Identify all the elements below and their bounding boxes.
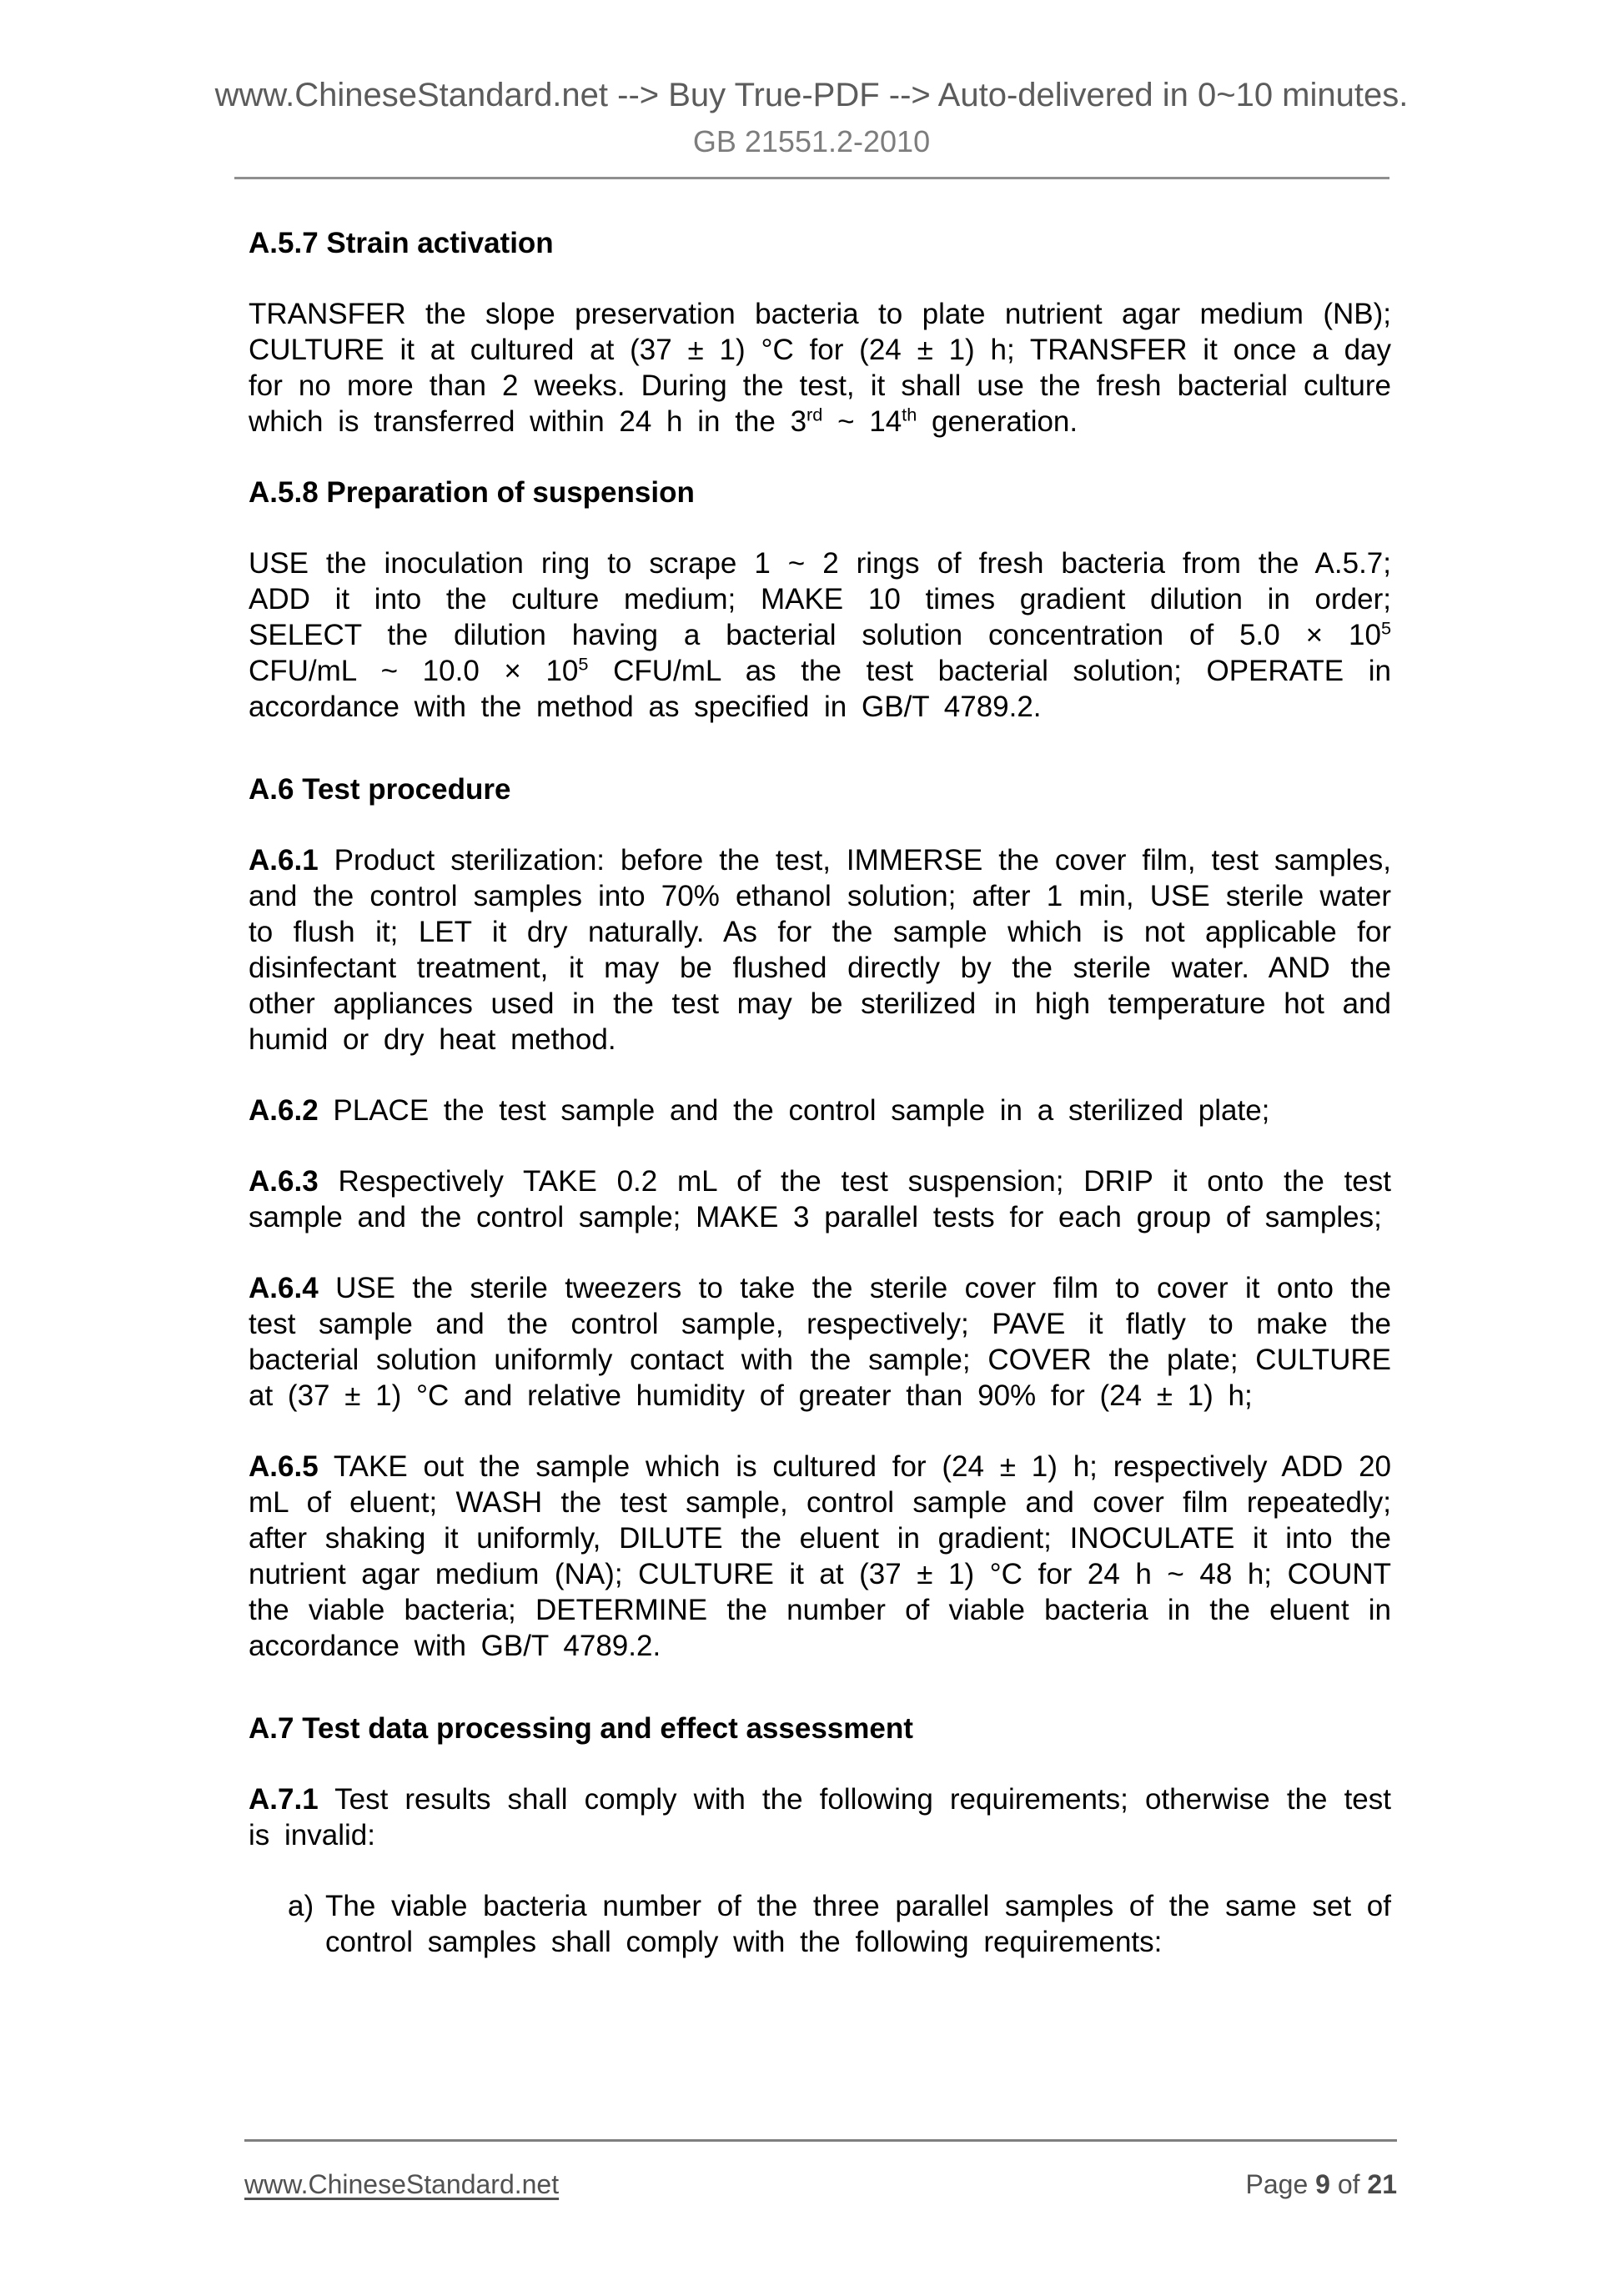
clause-number: A.6.3 [249,1165,319,1198]
clause-text: Product sterilization: before the test, IMMERSE the cover film, test samples, and the control samples into 70% ethanol solution; after 1 min, USE sterile water to flush it; LET it dry naturally. As for the sample which is not applicable for disinfectant treatment, it may be flushed directly by the sterile water. AND the other appliances used in the test may be sterilized in high temperature hot and humid or dry heat method. [249,844,1391,1056]
clause-paragraph [249,1270,1391,1414]
clause-text: Respectively TAKE 0.2 mL of the test suspension; DRIP it onto the test sample and the control sample; MAKE 3 parallel tests for each group of samples; [249,1165,1391,1233]
section-heading: A.7 Test data processing and effect assessment [249,1712,913,1745]
list-item [249,1888,1391,1960]
of-word: of [1337,2169,1360,2199]
page-indicator [1246,2169,1397,2200]
clause-paragraph [249,1093,1391,1128]
clause-paragraph [249,545,1391,725]
clause-number: A.6.5 [249,1450,319,1483]
section-heading: A.5.8 Preparation of suspension [249,476,695,509]
total-pages: 21 [1367,2169,1397,2199]
clause-text: TRANSFER the slope preservation bacteria to plate nutrient agar medium (NB); CULTURE it at cultured at (37 ± 1) °C for (24 ± 1) h; TRANSFER it once a day for no more than 2 weeks. During the test, it shall use the fresh bacterial culture which is transferred within 24 h in the 3rd ~ 14th generation. [249,298,1391,438]
page-header [0,0,1623,179]
clause-paragraph [249,1781,1391,1853]
header-divider [234,177,1389,179]
site-link[interactable]: www.ChineseStandard.net [244,2169,560,2199]
clause-number: A.7.1 [249,1783,319,1816]
clause-number: A.6.4 [249,1272,319,1304]
footer-divider [244,2139,1397,2142]
clause-text: USE the sterile tweezers to take the sterile cover film to cover it onto the test sample and the control sample, respectively; PAVE it flatly to make the bacterial solution uniformly contact with the sample; COVER the plate; CULTURE at (37 ± 1) °C and relative humidity of greater than 90% for (24 ± 1) h; [249,1272,1391,1412]
clause-paragraph [249,1449,1391,1664]
clause-number: A.6.2 [249,1094,319,1127]
clause-text: USE the inoculation ring to scrape 1 ~ 2 rings of fresh bacteria from the A.5.7; ADD it into the culture medium; MAKE 10 times gradient dilution in order; SELECT the dilution having a bacterial solution concentration of $5.0 \times 10^5$ CFU/mL ~ $10.0 \times 10^5$ CFU/mL as the test bacterial solution; OPERATE in accordance with the method as specified in GB/T 4789.2. [249,547,1392,723]
list-text: The viable bacteria number of the three parallel samples of the same set of control samples shall comply with the following requirements: [325,1890,1391,1958]
header-tagline: www.ChineseStandard.net --> Buy True-PDF --> Auto-delivered in 0~10 minutes. [214,77,1409,113]
footer-row [244,2169,1397,2200]
list-marker: a) [288,1890,314,1922]
clause-text: Test results shall comply with the following requirements; otherwise the test is invalid: [249,1783,1391,1851]
standard-number: GB 21551.2-2010 [692,124,931,158]
section-heading: A.6 Test procedure [249,773,511,806]
page-number: 9 [1315,2169,1330,2199]
page-word: Page [1245,2169,1309,2199]
clause-number: A.6.1 [249,844,319,877]
page-footer [244,2139,1397,2200]
clause-text: PLACE the test sample and the control sample in a sterilized plate; [333,1094,1270,1127]
clause-paragraph [249,842,1391,1058]
clause-text: TAKE out the sample which is cultured for (24 ± 1) h; respectively ADD 20 mL of eluent; WASH the test sample, control sample and cover film repeatedly; after shaking it uniformly, DILUTE the eluent in gradient; INOCULATE it into the nutrient agar medium (NA); CULTURE it at (37 ± 1) °C for 24 h ~ 48 h; COUNT the viable bacteria; DETERMINE the number of viable bacteria in the eluent in accordance with GB/T 4789.2. [249,1450,1391,1662]
content [249,225,1391,1960]
clause-paragraph [249,296,1391,440]
clause-paragraph [249,1163,1391,1235]
section-heading: A.5.7 Strain activation [249,227,554,259]
